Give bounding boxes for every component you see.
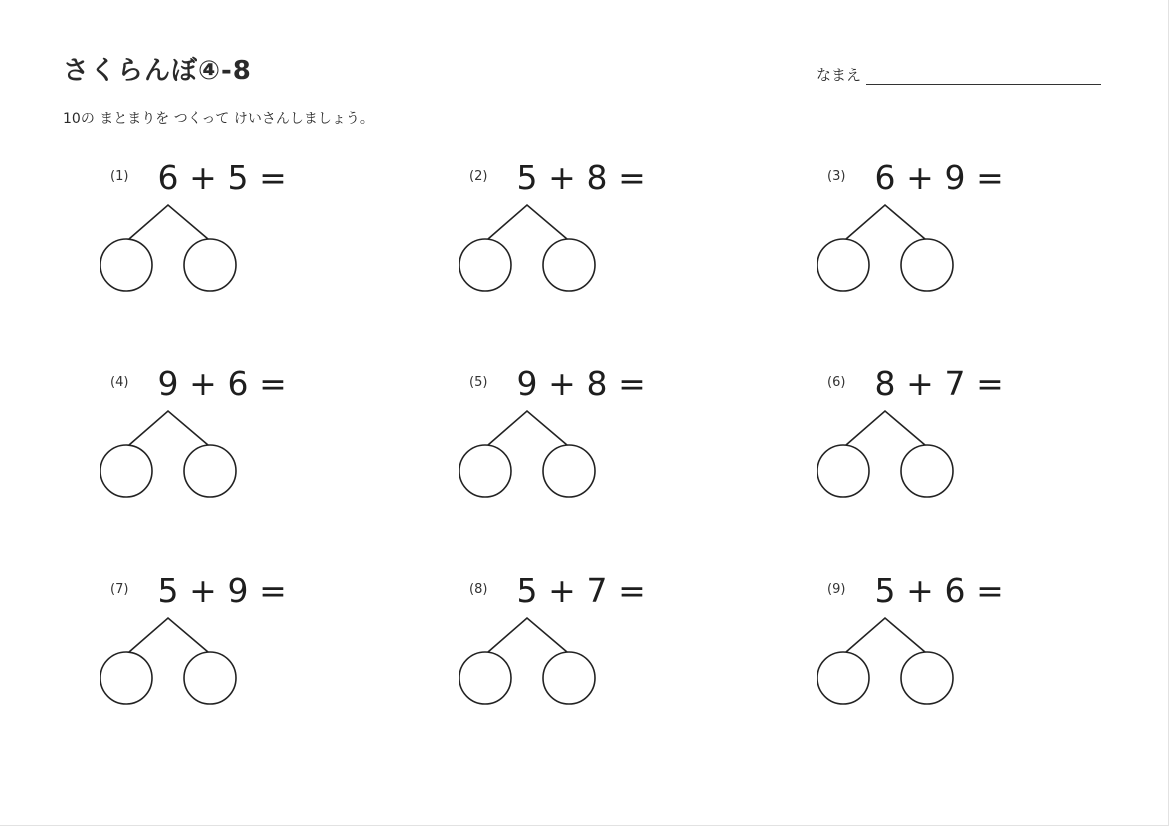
cherry-stem — [488, 411, 567, 445]
problem-6 — [817, 366, 1117, 536]
equals-sign: = — [259, 158, 287, 197]
equals-sign: = — [976, 571, 1004, 610]
first-addend: 9 — [157, 364, 179, 403]
cherry-stem — [846, 411, 925, 445]
plus-sign: + — [548, 158, 576, 197]
problem-8 — [459, 573, 759, 743]
instruction-text: 10の まとまりを つくって けいさんしましょう。 — [63, 111, 374, 127]
second-addend: 5 — [227, 158, 249, 197]
answer-circle-right[interactable] — [543, 239, 595, 291]
second-addend: 9 — [944, 158, 966, 197]
cherry-stem — [488, 618, 567, 652]
answer-circle-left[interactable] — [100, 239, 152, 291]
answer-circle-right[interactable] — [184, 239, 236, 291]
problem-number: (7) — [110, 582, 129, 597]
first-addend: 5 — [874, 571, 896, 610]
answer-circle-right[interactable] — [543, 652, 595, 704]
problem-2 — [459, 160, 759, 330]
cherry-stem — [129, 618, 208, 652]
second-addend: 7 — [944, 364, 966, 403]
answer-circle-left[interactable] — [459, 239, 511, 291]
equals-sign: = — [618, 571, 646, 610]
problem-9 — [817, 573, 1117, 743]
cherry-stem — [488, 205, 567, 239]
cherry-diagram — [100, 603, 240, 708]
cherry-diagram — [817, 396, 957, 501]
second-addend: 8 — [586, 158, 608, 197]
equals-sign: = — [618, 364, 646, 403]
name-label: なまえ — [816, 66, 862, 84]
answer-circle-right[interactable] — [184, 652, 236, 704]
first-addend: 6 — [874, 158, 896, 197]
answer-circle-right[interactable] — [901, 445, 953, 497]
answer-circle-right[interactable] — [184, 445, 236, 497]
problem-number: (8) — [469, 582, 488, 597]
answer-circle-left[interactable] — [100, 445, 152, 497]
problem-5 — [459, 366, 759, 536]
plus-sign: + — [548, 364, 576, 403]
equals-sign: = — [259, 364, 287, 403]
cherry-diagram — [100, 396, 240, 501]
cherry-diagram — [459, 190, 599, 295]
cherry-diagram — [459, 396, 599, 501]
answer-circle-left[interactable] — [817, 239, 869, 291]
plus-sign: + — [906, 571, 934, 610]
problem-number: (9) — [827, 582, 846, 597]
second-addend: 7 — [586, 571, 608, 610]
plus-sign: + — [548, 571, 576, 610]
answer-circle-right[interactable] — [901, 652, 953, 704]
problem-number: (5) — [469, 375, 488, 390]
answer-circle-left[interactable] — [100, 652, 152, 704]
answer-circle-left[interactable] — [459, 652, 511, 704]
equals-sign: = — [618, 158, 646, 197]
plus-sign: + — [189, 364, 217, 403]
equals-sign: = — [976, 158, 1004, 197]
second-addend: 6 — [227, 364, 249, 403]
first-addend: 5 — [157, 571, 179, 610]
plus-sign: + — [906, 158, 934, 197]
plus-sign: + — [189, 158, 217, 197]
answer-circle-left[interactable] — [459, 445, 511, 497]
problem-1 — [100, 160, 400, 330]
cherry-stem — [129, 411, 208, 445]
second-addend: 6 — [944, 571, 966, 610]
first-addend: 9 — [516, 364, 538, 403]
problem-number: (1) — [110, 169, 129, 184]
equals-sign: = — [259, 571, 287, 610]
answer-circle-right[interactable] — [901, 239, 953, 291]
name-field[interactable] — [866, 62, 1101, 85]
problem-number: (2) — [469, 169, 488, 184]
worksheet-title: さくらんぼ④-8 — [63, 56, 252, 86]
problem-3 — [817, 160, 1117, 330]
first-addend: 5 — [516, 571, 538, 610]
problem-number: (6) — [827, 375, 846, 390]
answer-circle-left[interactable] — [817, 445, 869, 497]
first-addend: 6 — [157, 158, 179, 197]
answer-circle-left[interactable] — [817, 652, 869, 704]
problem-7 — [100, 573, 400, 743]
name-area — [816, 62, 1101, 85]
cherry-stem — [129, 205, 208, 239]
problem-number: (3) — [827, 169, 846, 184]
cherry-diagram — [100, 190, 240, 295]
problem-4 — [100, 366, 400, 536]
plus-sign: + — [906, 364, 934, 403]
first-addend: 8 — [874, 364, 896, 403]
second-addend: 9 — [227, 571, 249, 610]
cherry-stem — [846, 205, 925, 239]
answer-circle-right[interactable] — [543, 445, 595, 497]
cherry-diagram — [459, 603, 599, 708]
first-addend: 5 — [516, 158, 538, 197]
cherry-stem — [846, 618, 925, 652]
equals-sign: = — [976, 364, 1004, 403]
cherry-diagram — [817, 603, 957, 708]
problem-number: (4) — [110, 375, 129, 390]
plus-sign: + — [189, 571, 217, 610]
cherry-diagram — [817, 190, 957, 295]
second-addend: 8 — [586, 364, 608, 403]
